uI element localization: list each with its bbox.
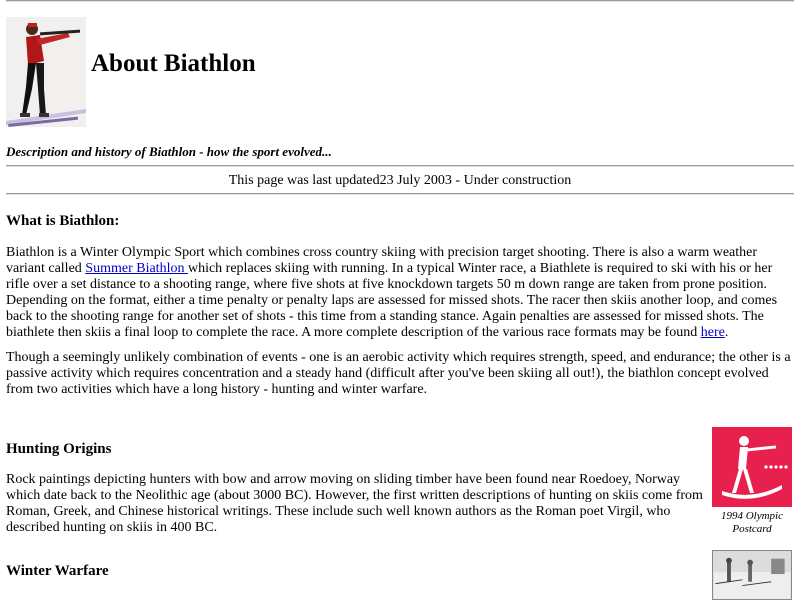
paragraph-text: Biathlon is a Winter Olympic Sport which combines cross country skiing with precision target shooting. There is also a warm weather variant called	[6, 245, 758, 276]
section-heading-winter-warfare: Winter Warfare	[6, 563, 109, 579]
summer-biathlon-link[interactable]: Summer Biathlon	[85, 261, 188, 276]
updated-suffix: - Under construction	[451, 173, 572, 188]
divider	[6, 193, 794, 195]
what-is-paragraph-1	[6, 245, 796, 341]
section-heading-hunting-origins: Hunting Origins	[6, 441, 112, 457]
updated-date: 23 July 2003	[379, 173, 452, 188]
paragraph-text: which replaces skiing with running. In a typical Winter race, a Biathlete is required to ski with his or her rifle over a set distance to a shooting range, where five shots at five knockdown targets 50 m down range are taken from prone position. Depending on the format, either a time penalty or penalty laps are assessed for missed shots. The racer then skiis another loop, and comes back to the shooting range for another set of shots - this time from a standing stance. Again penalties are assessed for missed shots. The biathlete then skiis a final loop to complete the race. A more complete description of the various race formats may be found	[6, 261, 778, 340]
paragraph-text: .	[724, 325, 729, 340]
section-heading-what-is-biathlon: What is Biathlon:	[6, 213, 120, 229]
page-subtitle: Description and history of Biathlon - how the sport evolved...	[6, 144, 332, 159]
divider-top	[6, 0, 794, 2]
last-updated-notice	[0, 172, 800, 190]
winter-warfare-photo	[712, 550, 792, 600]
page-title: About Biathlon	[91, 50, 256, 77]
updated-prefix: This page was last updated	[228, 173, 380, 188]
biathlete-shooting-image	[6, 17, 86, 127]
divider	[6, 165, 794, 167]
what-is-paragraph-2: Though a seemingly unlikely combination of events - one is an aerobic activity which requires strength, speed, and endurance; the other is a passive activity which requires concentration and a steady hand (difficult after you've been skiing all out!), the biathlon concept evolved from two activities which have a long history - hunting and winter warfare.	[6, 350, 791, 397]
race-formats-link[interactable]: here	[700, 325, 725, 340]
olympic-postcard-image	[712, 427, 792, 507]
hunting-paragraph: Rock paintings depicting hunters with bow and arrow moving on sliding timber have been found near Roedoey, Norway which date back to the Neolithic age (about 3000 BC). However, the first written descriptions of hunting on skiis come from Roman, Greek, and Chinese historical writings. These include such well known authors as the Roman poet Virgil, who described hunting on skiis in 400 BC.	[6, 472, 703, 535]
postcard-caption: 1994 Olympic Postcard	[720, 510, 783, 535]
